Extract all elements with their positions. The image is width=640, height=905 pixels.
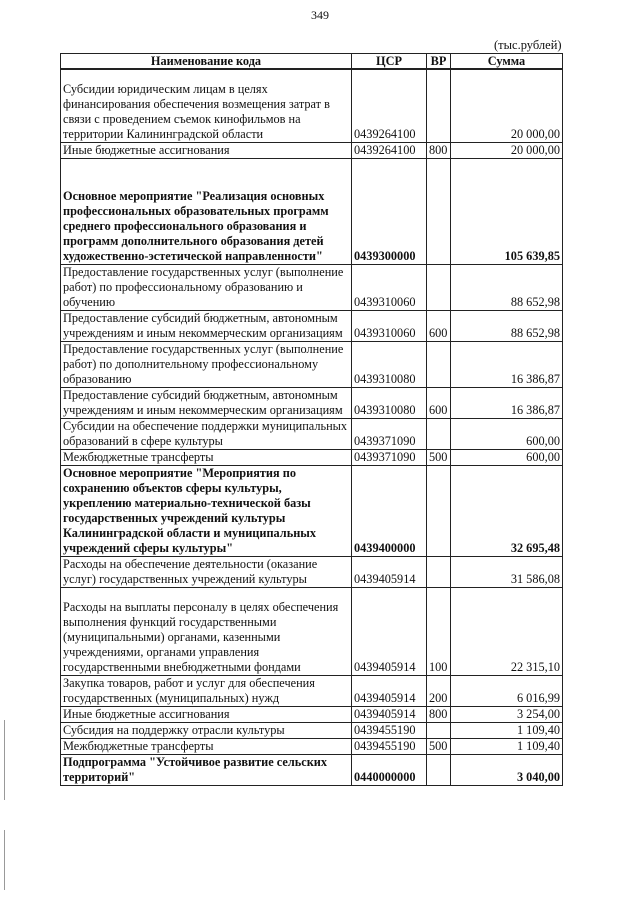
row-name: Закупка товаров, работ и услуг для обеспечения государственных (муниципальных) нужд <box>61 676 352 707</box>
row-csr: 0439455190 <box>352 723 427 739</box>
table-row <box>61 342 563 388</box>
table-row <box>61 159 563 265</box>
row-name: Иные бюджетные ассигнования <box>61 707 352 723</box>
row-name: Основное мероприятие "Мероприятия по сохранению объектов сферы культуры, укреплению материально-технической базы государственных учреждений культуры Калининградской области и муниципальных учреждений сферы культуры" <box>61 466 352 557</box>
row-sum: 20 000,00 <box>451 69 563 143</box>
row-vr: 100 <box>427 588 451 676</box>
table-row <box>61 707 563 723</box>
page-number: 349 <box>311 8 329 22</box>
margin-mark <box>4 720 5 800</box>
table-row <box>61 755 563 786</box>
row-name: Субсидии на обеспечение поддержки муниципальных образований в сфере культуры <box>61 419 352 450</box>
row-name: Расходы на обеспечение деятельности (оказание услуг) государственных учреждений культуры <box>61 557 352 588</box>
row-name: Межбюджетные трансферты <box>61 739 352 755</box>
row-vr: 500 <box>427 739 451 755</box>
row-sum: 32 695,48 <box>451 466 563 557</box>
row-csr: 0439300000 <box>352 159 427 265</box>
row-sum: 16 386,87 <box>451 388 563 419</box>
row-sum: 3 040,00 <box>451 755 563 786</box>
row-vr: 600 <box>427 388 451 419</box>
table-row <box>61 466 563 557</box>
row-name: Иные бюджетные ассигнования <box>61 143 352 159</box>
row-sum: 88 652,98 <box>451 311 563 342</box>
row-csr: 0439371090 <box>352 419 427 450</box>
row-csr: 0439310060 <box>352 311 427 342</box>
row-vr <box>427 342 451 388</box>
row-vr <box>427 265 451 311</box>
row-sum: 1 109,40 <box>451 723 563 739</box>
row-csr: 0439400000 <box>352 466 427 557</box>
row-vr <box>427 755 451 786</box>
row-name: Основное мероприятие "Реализация основных профессиональных образовательных программ среднего профессионального образования и программ дополнительного образования детей художественно-эстетической направленности" <box>61 159 352 265</box>
table-row <box>61 739 563 755</box>
row-sum: 16 386,87 <box>451 342 563 388</box>
budget-table <box>60 53 563 786</box>
row-vr: 800 <box>427 707 451 723</box>
row-name: Расходы на выплаты персоналу в целях обеспечения выполнения функций государственными (муниципальными) органами, казенными учреждениями, органами управления государственными внебюджетными фондами <box>61 588 352 676</box>
row-sum: 88 652,98 <box>451 265 563 311</box>
row-csr: 0439264100 <box>352 69 427 143</box>
row-name: Предоставление государственных услуг (выполнение работ) по профессиональному образованию и обучению <box>61 265 352 311</box>
row-sum: 6 016,99 <box>451 676 563 707</box>
row-name: Предоставление государственных услуг (выполнение работ) по дополнительному профессиональному образованию <box>61 342 352 388</box>
row-sum: 31 586,08 <box>451 557 563 588</box>
row-csr: 0439371090 <box>352 450 427 466</box>
row-name: Межбюджетные трансферты <box>61 450 352 466</box>
row-sum: 3 254,00 <box>451 707 563 723</box>
table-row <box>61 388 563 419</box>
header-name: Наименование кода <box>61 54 352 70</box>
row-vr <box>427 69 451 143</box>
row-vr <box>427 723 451 739</box>
row-vr: 800 <box>427 143 451 159</box>
row-vr <box>427 557 451 588</box>
row-vr: 600 <box>427 311 451 342</box>
table-row <box>61 588 563 676</box>
header-sum: Сумма <box>451 54 563 70</box>
row-vr <box>427 419 451 450</box>
row-csr: 0439310080 <box>352 342 427 388</box>
row-sum: 20 000,00 <box>451 143 563 159</box>
row-name: Субсидия на поддержку отрасли культуры <box>61 723 352 739</box>
row-csr: 0439310080 <box>352 388 427 419</box>
row-vr <box>427 159 451 265</box>
row-name: Предоставление субсидий бюджетным, автономным учреждениям и иным некоммерческим организациям <box>61 388 352 419</box>
units-label: (тыс.рублей) <box>494 38 562 52</box>
row-csr: 0439310060 <box>352 265 427 311</box>
row-csr: 0439405914 <box>352 557 427 588</box>
table-row <box>61 265 563 311</box>
row-name: Предоставление субсидий бюджетным, автономным учреждениям и иным некоммерческим организациям <box>61 311 352 342</box>
table-row <box>61 676 563 707</box>
row-vr: 500 <box>427 450 451 466</box>
row-sum: 600,00 <box>451 419 563 450</box>
header-vr: ВР <box>427 54 451 70</box>
table-row <box>61 419 563 450</box>
row-csr: 0440000000 <box>352 755 427 786</box>
row-sum: 105 639,85 <box>451 159 563 265</box>
row-sum: 600,00 <box>451 450 563 466</box>
table-header-row <box>61 54 563 70</box>
table-row <box>61 723 563 739</box>
table-row <box>61 557 563 588</box>
row-name: Подпрограмма "Устойчивое развитие сельских территорий" <box>61 755 352 786</box>
row-csr: 0439264100 <box>352 143 427 159</box>
row-name: Субсидии юридическим лицам в целях финансирования обеспечения возмещения затрат в связи с проведением съемок кинофильмов на территории Калининградской области <box>61 69 352 143</box>
row-csr: 0439405914 <box>352 588 427 676</box>
margin-mark <box>4 830 5 890</box>
table-row <box>61 450 563 466</box>
row-vr: 200 <box>427 676 451 707</box>
row-sum: 1 109,40 <box>451 739 563 755</box>
row-csr: 0439455190 <box>352 739 427 755</box>
table-row <box>61 311 563 342</box>
row-csr: 0439405914 <box>352 707 427 723</box>
row-csr: 0439405914 <box>352 676 427 707</box>
table-row <box>61 143 563 159</box>
header-csr: ЦСР <box>352 54 427 70</box>
row-sum: 22 315,10 <box>451 588 563 676</box>
table-row <box>61 69 563 143</box>
row-vr <box>427 466 451 557</box>
